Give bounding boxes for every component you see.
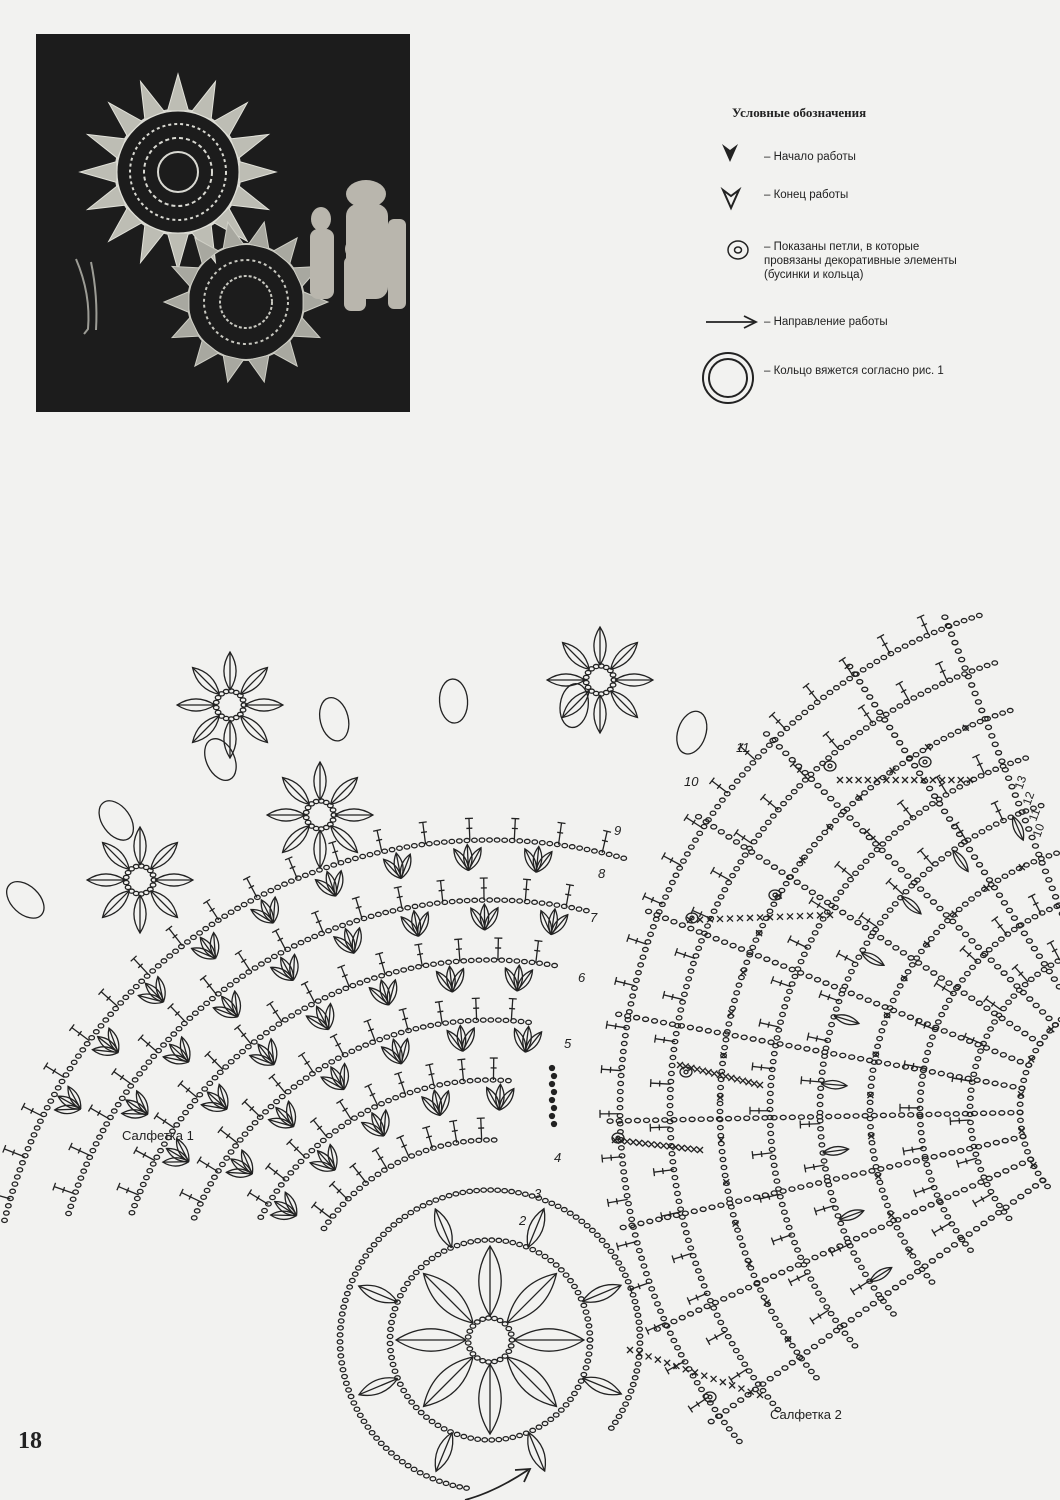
row-number: 6 bbox=[578, 970, 586, 985]
diagram-1-label: Салфетка 1 bbox=[122, 1128, 194, 1143]
diagram-2-label: Салфетка 2 bbox=[770, 1407, 842, 1422]
row-numbers-1 bbox=[518, 740, 750, 1228]
row-number: 10 bbox=[1029, 821, 1048, 840]
legend-title: Условные обозначения bbox=[732, 105, 867, 120]
legend-text-ring: – Кольцо вяжется согласно рис. 1 bbox=[764, 365, 944, 377]
row-number: 13 bbox=[1011, 773, 1030, 792]
row-number: 8 bbox=[598, 866, 606, 881]
page-number: 18 bbox=[18, 1428, 42, 1454]
legend-text-end: – Конец работы bbox=[764, 189, 849, 201]
legend-text-start: – Начало работы bbox=[764, 151, 856, 163]
legend-text-direction: – Направление работы bbox=[764, 316, 888, 328]
diagram-salfetka-1 bbox=[0, 627, 712, 1500]
row-number: 2 bbox=[519, 1213, 527, 1228]
row-number: 4 bbox=[554, 1150, 562, 1165]
row-number: 12 bbox=[1019, 789, 1038, 808]
legend-text-bead: – Показаны петли, в которые провязаны декоративные элементы (бусинки и кольца) bbox=[764, 241, 957, 281]
row-number: 7 bbox=[590, 910, 598, 925]
row-number: 10 bbox=[684, 774, 699, 789]
row-number: 5 bbox=[564, 1036, 572, 1051]
row-number: 3 bbox=[534, 1186, 542, 1201]
diagram-salfetka-2 bbox=[600, 613, 1060, 1443]
row-number: 11 bbox=[1025, 806, 1044, 824]
row-number: 9 bbox=[614, 823, 622, 838]
row-number: 11 bbox=[736, 740, 750, 755]
